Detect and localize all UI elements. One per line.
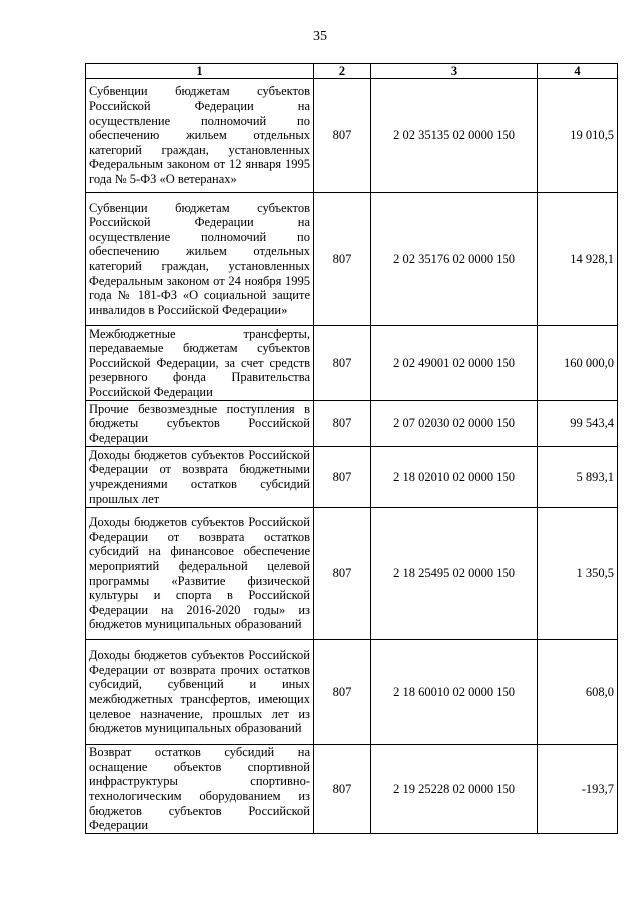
table-row [86,745,618,834]
table-header-row [86,64,618,79]
row-description: Субвенции бюджетам субъектов Российской Федерации на осуществление полномочий по обеспечению жильем отдельных категорий граждан, установленных Федеральным законом от 24 ноября 1995 года № 181-ФЗ «О социальной защите инвалидов в Российской Федерации» [86,193,314,326]
row-description: Доходы бюджетов субъектов Российской Федерации от возврата остатков субсидий на финансовое обеспечение мероприятий федеральной целевой программы «Развитие физической культуры и спорта в Российской Федерации на 2016-2020 годы» из бюджетов муниципальных образований [86,508,314,640]
row-budget-code: 2 02 35135 02 0000 150 [371,79,538,193]
row-admin-code: 807 [314,447,371,508]
header-col-1: 1 [86,64,314,79]
row-budget-code: 2 19 25228 02 0000 150 [371,745,538,834]
header-col-2: 2 [314,64,371,79]
row-description: Доходы бюджетов субъектов Российской Федерации от возврата бюджетными учреждениями остатков субсидий прошлых лет [86,447,314,508]
row-amount: 19 010,5 [538,79,618,193]
table-row [86,193,618,326]
table-row [86,79,618,193]
budget-revenue-table [85,63,618,834]
row-admin-code: 807 [314,508,371,640]
row-budget-code: 2 02 35176 02 0000 150 [371,193,538,326]
row-description: Возврат остатков субсидий на оснащение объектов спортивной инфраструктуры спортивно-технологическим оборудованием из бюджетов субъектов Российской Федерации [86,745,314,834]
row-amount: 160 000,0 [538,326,618,401]
row-admin-code: 807 [314,745,371,834]
page-number: 35 [313,29,327,44]
table-row [86,326,618,401]
row-amount: 99 543,4 [538,401,618,447]
row-budget-code: 2 18 25495 02 0000 150 [371,508,538,640]
row-budget-code: 2 07 02030 02 0000 150 [371,401,538,447]
table-row [86,508,618,640]
table-row [86,401,618,447]
row-amount: -193,7 [538,745,618,834]
row-description: Прочие безвозмездные поступления в бюджеты субъектов Российской Федерации [86,401,314,447]
table-row [86,447,618,508]
row-budget-code: 2 02 49001 02 0000 150 [371,326,538,401]
table-row [86,640,618,745]
row-budget-code: 2 18 02010 02 0000 150 [371,447,538,508]
header-col-3: 3 [371,64,538,79]
row-description: Межбюджетные трансферты, передаваемые бюджетам субъектов Российской Федерации, за счет средств резервного фонда Правительства Российской Федерации [86,326,314,401]
row-admin-code: 807 [314,79,371,193]
row-amount: 1 350,5 [538,508,618,640]
row-description: Доходы бюджетов субъектов Российской Федерации от возврата прочих остатков субсидий, субвенций и иных межбюджетных трансфертов, имеющих целевое назначение, прошлых лет из бюджетов муниципальных образований [86,640,314,745]
row-amount: 5 893,1 [538,447,618,508]
row-amount: 608,0 [538,640,618,745]
row-admin-code: 807 [314,401,371,447]
row-description: Субвенции бюджетам субъектов Российской Федерации на осуществление полномочий по обеспечению жильем отдельных категорий граждан, установленных Федеральным законом от 12 января 1995 года № 5-ФЗ «О ветеранах» [86,79,314,193]
row-admin-code: 807 [314,640,371,745]
row-admin-code: 807 [314,193,371,326]
row-amount: 14 928,1 [538,193,618,326]
header-col-4: 4 [538,64,618,79]
row-budget-code: 2 18 60010 02 0000 150 [371,640,538,745]
row-admin-code: 807 [314,326,371,401]
